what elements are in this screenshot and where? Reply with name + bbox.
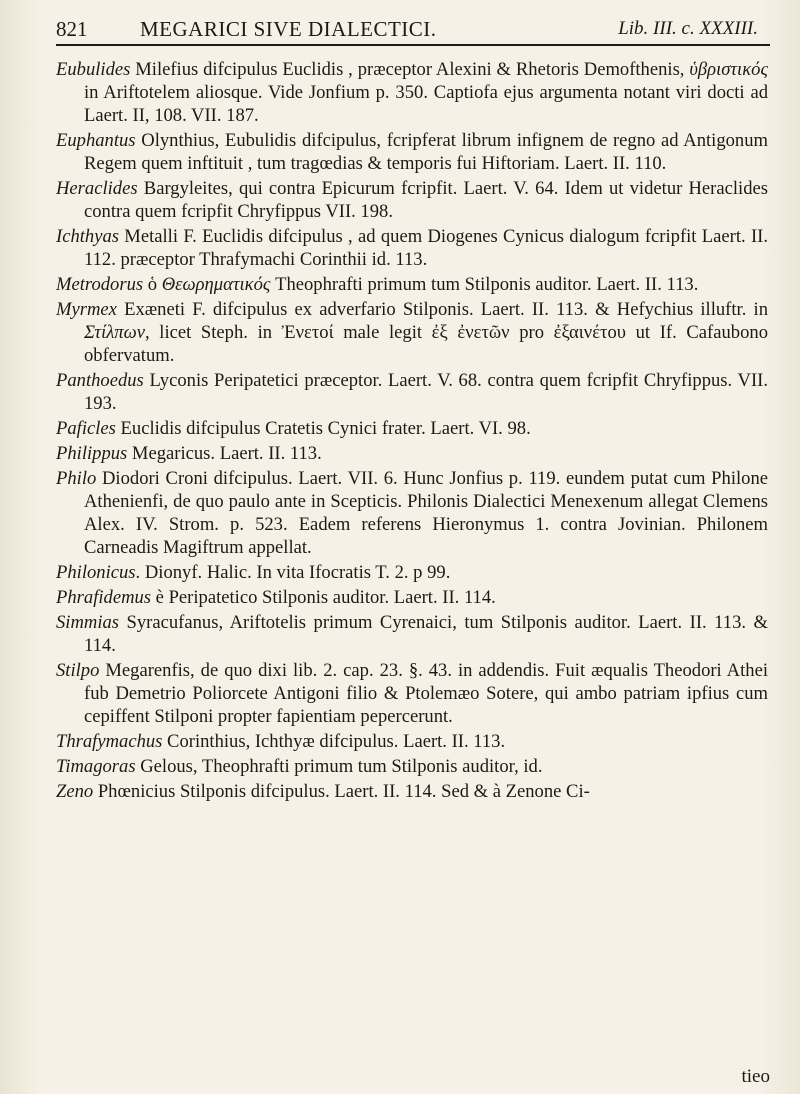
headword: Phrafidemus (56, 587, 152, 608)
headword: Zeno (56, 781, 94, 802)
greek-term: ὑβριστικός (689, 59, 768, 80)
entry-eubulides: Eubulides Milefius difcipulus Euclidis , præceptor Alexini & Rhetoris Demofthenis, ὑβριστικός in Ariftotelem aliosque. Vide Jonfium p. 350. Captiofa ejus argumenta notant viri docti ad Laert. II, 108. VII. 187. (56, 59, 768, 126)
running-header (56, 14, 770, 46)
headword: Stilpo (56, 660, 100, 681)
entry-pasicles: Paficles Euclidis difcipulus Cratetis Cynici frater. Laert. VI. 98. (56, 418, 531, 439)
headword: Thrafymachus (56, 731, 163, 752)
entry-myrmex: Myrmex Exæneti F. difcipulus ex adverfario Stilponis. Laert. II. 113. & Hefychius illuftr. in Στίλπων, licet Steph. in Ἐνετοί male legit ἐξ ἐνετῶν pro ἐξαινέτου ut If. Cafaubono obfervatum. (56, 299, 768, 366)
entry-timagoras: Timagoras Gelous, Theophrafti primum tum Stilponis auditor, id. (56, 756, 543, 777)
headword: Philo (56, 468, 97, 489)
entry-ichthyas: Ichthyas Metalli F. Euclidis difcipulus , ad quem Diogenes Cynicus dialogum fcripfit Laert. II. 112. præceptor Thrafymachi Corinthii id. 113. (56, 226, 768, 270)
headword: Timagoras (56, 756, 136, 777)
entry-philonicus: Philonicus. Dionyf. Halic. In vita Ifocratis T. 2. p 99. (56, 562, 451, 583)
chapter-reference: Lib. III. c. XXXIII. (618, 18, 758, 39)
headword: Panthoedus (56, 370, 144, 391)
greek-term: Στίλπων (84, 322, 145, 343)
headword: Philonicus (56, 562, 136, 583)
running-title: MEGARICI SIVE DIALECTICI. (140, 17, 437, 41)
entry-phrasidemus: Phrafidemus è Peripatetico Stilponis auditor. Laert. II. 114. (56, 587, 496, 608)
entry-thrasymachus: Thrafymachus Corinthius, Ichthyæ difcipulus. Laert. II. 113. (56, 731, 506, 752)
entry-zeno: Zeno Phœnicius Stilponis difcipulus. Laert. II. 114. Sed & à Zenone Ci- (56, 781, 590, 802)
entry-metrodorus: Metrodorus ὁ Θεωρηματικός Theophrafti primum tum Stilponis auditor. Laert. II. 113. (56, 274, 699, 295)
entry-simmias: Simmias Syracufanus, Ariftotelis primum Cyrenaici, tum Stilponis auditor. Laert. II. 113. & 114. (56, 612, 768, 656)
entry-euphantus: Euphantus Olynthius, Eubulidis difcipulus, fcripferat librum infignem de regno ad Antigonum Regem quem inftituit , tum tragœdias & temporis fui Hiftoriam. Laert. II. 110. (56, 130, 768, 174)
entry-heraclides: Heraclides Bargyleites, qui contra Epicurum fcripfit. Laert. V. 64. Idem ut videtur Heraclides contra quem fcripfit Chryfippus VII. 198. (56, 178, 768, 222)
entry-panthoedus: Panthoedus Lyconis Peripatetici præceptor. Laert. V. 68. contra quem fcripfit Chryfippus. VII. 193. (56, 370, 768, 414)
entry-philo: Philo Diodori Croni difcipulus. Laert. VII. 6. Hunc Jonfius p. 119. eundem putat cum Philone Athenienfi, de quo paulo ante in Scepticis. Philonis Dialectici Menexenum allegat Clemens Alex. IV. Strom. p. 523. Eadem referens Hieronymus 1. contra Jovinian. Philonem Carneadis Magiftrum appellat. (56, 468, 768, 558)
headword: Heraclides (56, 178, 138, 199)
entry-stilpo: Stilpo Megarenfis, de quo dixi lib. 2. cap. 23. §. 43. in addendis. Fuit æqualis Theodori Athei fub Demetrio Poliorcete Antigoni filio & Ptolemæo Sotere, qui ambo patriam ipfius cum cepiffent Stilponi propter fapientiam pepercerunt. (56, 660, 768, 727)
headword: Philippus (56, 443, 128, 464)
page-number: 821 (56, 17, 88, 41)
entry-list (56, 58, 768, 805)
headword: Metrodorus (56, 274, 144, 295)
greek-term: Θεωρηματικός (161, 274, 271, 295)
headword: Euphantus (56, 130, 136, 151)
headword: Paficles (56, 418, 116, 439)
headword: Myrmex (56, 299, 117, 320)
headword: Eubulides (56, 59, 131, 80)
entry-philippus: Philippus Megaricus. Laert. II. 113. (56, 443, 322, 464)
headword: Ichthyas (56, 226, 119, 247)
catchword: tieo (741, 1066, 770, 1087)
headword: Simmias (56, 612, 120, 633)
